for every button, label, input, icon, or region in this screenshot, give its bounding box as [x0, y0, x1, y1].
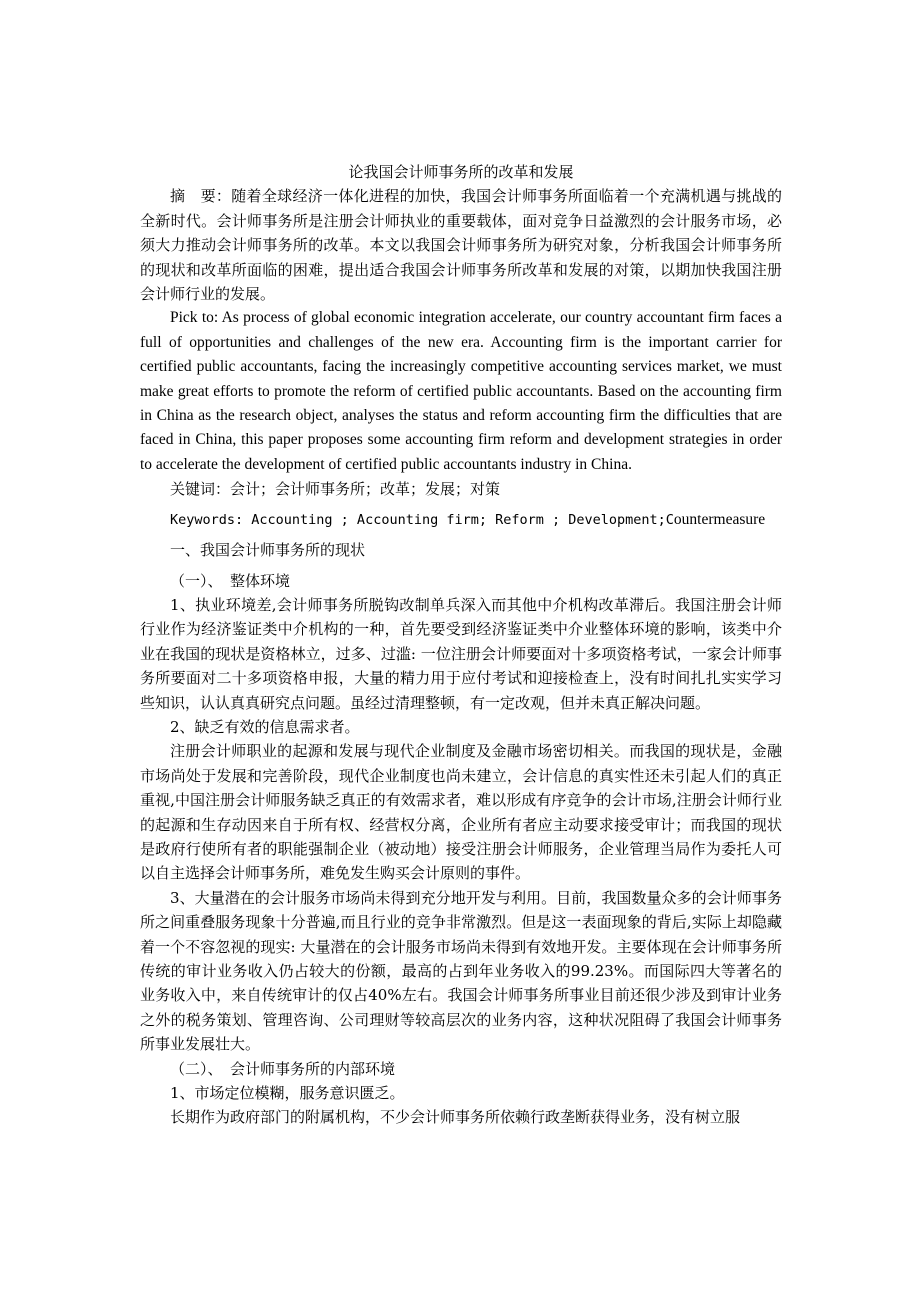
paragraph-1: 1、执业环境差,会计师事务所脱钩改制单兵深入而其他中介机构改革滞后。我国注册会计师行业作为经济鉴证类中介机构的一种，首先要受到经济鉴证类中介业整体环境的影响，该类中介业在我国的现状是资格林立，过多、过滥: 一位注册会计师要面对十多项资格考试，一家会计师事务所要面对二十多项资格申报，大量的精力用于应付考试和迎接检查上，没有时间扎扎实实学习些知识，认认真真研究点问题。虽经过清理整顿，有一定改观，但并未真正解决问题。 [140, 595, 782, 712]
keywords-en-text: Keywords: Accounting ; Accounting firm; Reform ; Development;C [170, 511, 674, 528]
keywords-en-tail: ountermeasure [673, 510, 766, 528]
paragraph-4: 长期作为政府部门的附属机构，不少会计师事务所依赖行政垄断获得业务，没有树立服 [170, 1108, 741, 1127]
paragraph-2-heading: 2、缺乏有效的信息需求者。 [170, 717, 360, 736]
subsection-heading-1: （一）、 整体环境 [170, 571, 291, 590]
paragraph-3: 3、大量潜在的会计服务市场尚未得到充分地开发与利用。目前，我国数量众多的会计师事务所之间重叠服务现象十分普遍,而且行业的竞争非常激烈。但是这一表面现象的背后,实际上却隐藏着一个不容忽视的现实: 大量潜在的会计服务市场尚未得到有效地开发。主要体现在会计师事务所传统的审计业务收入仍占较大的份额，最高的占到年业务收入的99.23%。而国际四大等著名的业务收入中，来自传统审计的仅占40%左右。我国会计师事务所事业目前还很少涉及到审计业务之外的税务策划、管理咨询、公司理财等较高层次的业务内容，这种状况阻碍了我国会计师事务所事业发展壮大。 [140, 888, 782, 1054]
abstract-en: Pick to: As process of global economic integration accelerate, our country accountant firm faces a full of opportunities and challenges of the new era. Accounting firm is the important carrier for certified public accountants, facing the increasingly competitive accounting services market, we must make great efforts to promote the reform of certified public accountants. Based on the accounting firm in China as the research object, analyses the status and reform accounting firm the difficulties that are faced in China, this paper proposes some accounting firm reform and development strategies in order to accelerate the development of certified public accountants industry in China. [140, 309, 782, 473]
subsection-heading-2: （二）、 会计师事务所的内部环境 [170, 1059, 396, 1078]
document-body [140, 160, 782, 1130]
abstract-cn: 摘 要：随着全球经济一体化进程的加快，我国会计师事务所面临着一个充满机遇与挑战的全新时代。会计师事务所是注册会计师执业的重要载体，面对竞争日益激烈的会计服务市场，必须大力推动会计师事务所的改革。本文以我国会计师事务所为研究对象，分析我国会计师事务所的现状和改革所面临的困难，提出适合我国会计师事务所改革和发展的对策，以期加快我国注册会计师行业的发展。 [140, 187, 782, 304]
document-title: 论我国会计师事务所的改革和发展 [348, 163, 574, 181]
keywords-cn: 关键词：会计；会计师事务所；改革；发展；对策 [170, 480, 501, 499]
section-heading-1: 一、我国会计师事务所的现状 [170, 541, 366, 560]
paragraph-4-heading: 1、市场定位模糊，服务意识匮乏。 [170, 1084, 405, 1103]
paragraph-2: 注册会计师职业的起源和发展与现代企业制度及金融市场密切相关。而我国的现状是，金融市场尚处于发展和完善阶段，现代企业制度也尚未建立，会计信息的真实性还未引起人们的真正重视,中国注册会计师服务缺乏真正的有效需求者，难以形成有序竞争的会计市场,注册会计师行业的起源和生存动因来自于所有权、经营权分离，企业所有者应主动要求接受审计；而我国的现状是政府行使所有者的职能强制企业（被动地）接受注册会计师服务，企业管理当局作为委托人可以自主选择会计师事务所，难免发生购买会计原则的事件。 [140, 742, 782, 883]
keywords-en [140, 508, 782, 532]
